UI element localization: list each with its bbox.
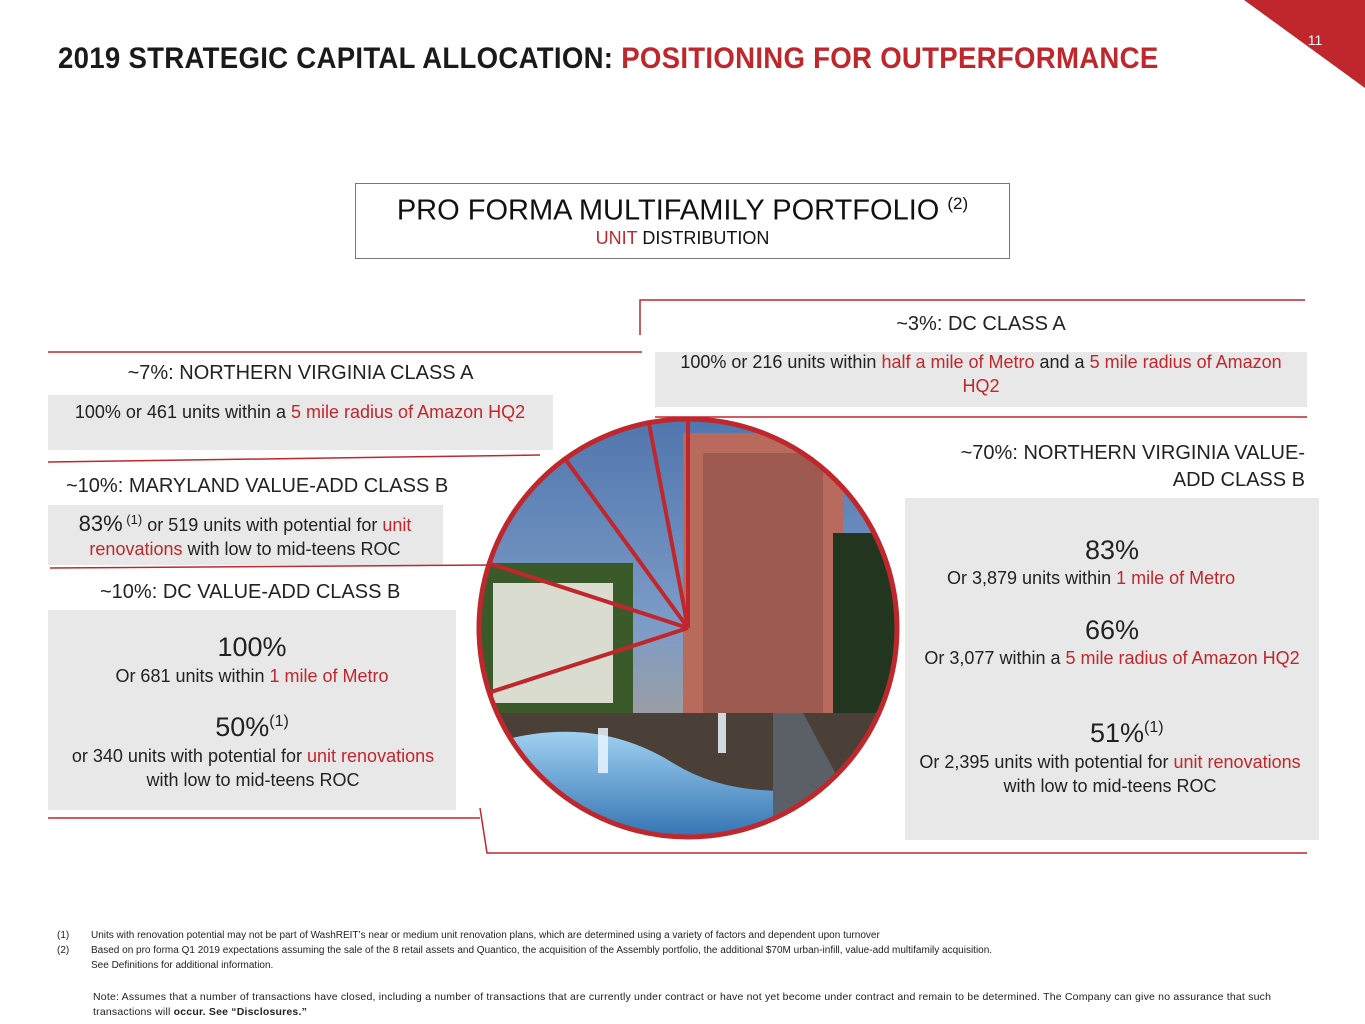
dc-value-add-stat-2: 50%$^{(1)}$ <box>215 712 289 742</box>
dc-class-a-text: 100% or 216 units within half a mile of Metro and a 5 mile radius of Amazon HQ2 <box>680 352 1282 396</box>
title-prefix: 2019 STRATEGIC CAPITAL ALLOCATION: <box>58 42 622 75</box>
disclosure-note: Note: Assumes that a number of transactions have closed, including a number of transactions that are currently under contract or have not yet become under contract and remain to be determined. The Company can give no assurance that such transactions will occur. See “Disclosures.” <box>93 991 1272 1018</box>
nova-value-add-text-2: Or 3,077 within a 5 mile radius of Amazon HQ2 <box>924 648 1300 668</box>
dc-value-add-text-1: Or 681 units within 1 mile of Metro <box>115 666 389 686</box>
footnote-3: See Definitions for additional information. <box>91 960 274 971</box>
nova-class-a-text: 100% or 461 units within a 5 mile radius of Amazon HQ2 <box>74 402 526 422</box>
title-highlight: POSITIONING FOR OUTPERFORMANCE <box>621 42 1159 75</box>
nova-value-add-text-3: Or 2,395 units with potential for unit renovations with low to mid-teens ROC <box>919 752 1301 796</box>
unit-distribution-pie <box>473 413 903 843</box>
dc-value-add-text-2: or 340 units with potential for unit renovations with low to mid-teens ROC <box>71 746 435 790</box>
footnote-1: (1) Units with renovation potential may not be part of WashREIT’s near or medium unit renovation plans, which are determined using a variety of factors and dependent upon turnover <box>57 930 880 941</box>
page-number: 11 <box>1307 32 1323 48</box>
md-value-add-heading: ~10%: MARYLAND VALUE-ADD CLASS B <box>66 475 449 497</box>
nova-value-add-stat-1: 83% <box>1085 535 1140 565</box>
nova-value-add-text-1: Or 3,879 units within 1 mile of Metro <box>947 568 1236 588</box>
nova-value-add-heading: ~70%: NORTHERN VIRGINIA VALUE-ADD CLASS B <box>960 442 1305 491</box>
footnote-2: (2) Based on pro forma Q1 2019 expectations assuming the sale of the 8 retail assets and Quantico, the acquisition of the Assembly portfolio, the additional $70M urban-infill, value-add multifamily acquisition. <box>57 945 993 956</box>
md-value-add-text: 83% $^{(1)}$ or 519 units with potential for unit renovations with low to mid-teens ROC <box>78 511 412 559</box>
portfolio-header-title: PRO FORMA MULTIFAMILY PORTFOLIO $^{(2)}$ <box>396 194 969 227</box>
dc-value-add-heading: ~10%: DC VALUE-ADD CLASS B <box>100 581 401 603</box>
nova-value-add-stat-3: 51%$^{(1)}$ <box>1090 718 1164 748</box>
nova-value-add-stat-2: 66% <box>1085 615 1140 645</box>
nova-class-a-heading: ~7%: NORTHERN VIRGINIA CLASS A <box>127 362 474 384</box>
dc-class-a-heading: ~3%: DC CLASS A <box>896 313 1066 335</box>
dc-value-add-stat-1: 100% <box>217 632 287 662</box>
portfolio-header-subtitle: UNIT DISTRIBUTION <box>595 227 770 248</box>
